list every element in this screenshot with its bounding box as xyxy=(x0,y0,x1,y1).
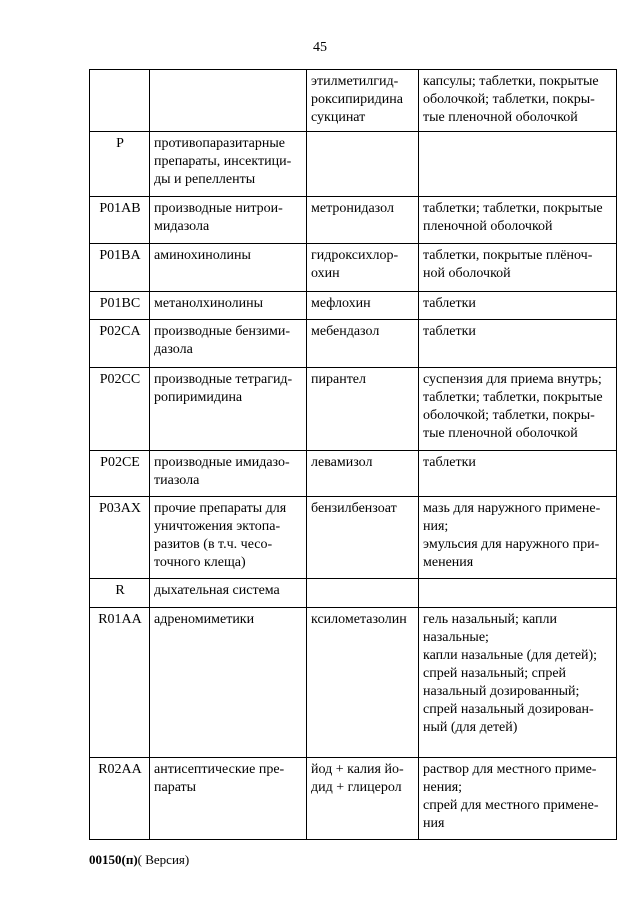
group-cell: производные нитрои- мидазола xyxy=(150,197,307,244)
group-cell: прочие препараты для уничтожения эктопа- разитов (в т.ч. чесо- точного клеща) xyxy=(150,497,307,579)
dosage-forms-cell: раствор для местного приме- нения; спрей для местного примене- ния xyxy=(419,758,617,840)
table-row xyxy=(90,451,617,497)
group-cell: противопаразитарные препараты, инсектици- ды и репелленты xyxy=(150,132,307,197)
dosage-forms-cell: гель назальный; капли назальные; капли назальные (для детей); спрей назальный; спрей назальный дозированный; спрей назальный дозирован- ный (для детей) xyxy=(419,608,617,758)
atc-code-cell: P01BC xyxy=(90,292,150,320)
atc-code-cell: P01AB xyxy=(90,197,150,244)
group-cell: дыхательная система xyxy=(150,579,307,608)
group-cell: метанолхинолины xyxy=(150,292,307,320)
table-row xyxy=(90,608,617,758)
table-row xyxy=(90,497,617,579)
dosage-forms-cell: таблетки xyxy=(419,292,617,320)
drug-name-cell: пирантел xyxy=(307,368,419,451)
dosage-forms-cell xyxy=(419,132,617,197)
group-cell: аминохинолины xyxy=(150,244,307,292)
table-row xyxy=(90,368,617,451)
atc-code-cell: R01AA xyxy=(90,608,150,758)
drug-name-cell: мебендазол xyxy=(307,320,419,368)
dosage-forms-cell: таблетки xyxy=(419,320,617,368)
atc-code-cell: P02CA xyxy=(90,320,150,368)
atc-code-cell: R xyxy=(90,579,150,608)
table-row xyxy=(90,320,617,368)
drug-name-cell: этилметилгид- роксипиридина сукцинат xyxy=(307,70,419,132)
drug-table xyxy=(89,69,617,840)
group-cell xyxy=(150,70,307,132)
table-row xyxy=(90,292,617,320)
dosage-forms-cell: капсулы; таблетки, покрытые оболочкой; таблетки, покры- тые пленочной оболочкой xyxy=(419,70,617,132)
table-row xyxy=(90,197,617,244)
dosage-forms-cell: суспензия для приема внутрь; таблетки; таблетки, покрытые оболочкой; таблетки, покры- тые пленочной оболочкой xyxy=(419,368,617,451)
table-row xyxy=(90,70,617,132)
drug-name-cell: мефлохин xyxy=(307,292,419,320)
drug-name-cell: бензилбензоат xyxy=(307,497,419,579)
version-label: ( Версия) xyxy=(137,852,190,867)
atc-code-cell: P xyxy=(90,132,150,197)
drug-name-cell xyxy=(307,132,419,197)
atc-code-cell: R02AA xyxy=(90,758,150,840)
atc-code-cell: P03AX xyxy=(90,497,150,579)
table-row xyxy=(90,132,617,197)
drug-name-cell: ксилометазолин xyxy=(307,608,419,758)
atc-code-cell: P01BA xyxy=(90,244,150,292)
dosage-forms-cell: таблетки; таблетки, покрытые пленочной оболочкой xyxy=(419,197,617,244)
atc-code-cell xyxy=(90,70,150,132)
table-row xyxy=(90,244,617,292)
group-cell: производные имидазо- тиазола xyxy=(150,451,307,497)
drug-name-cell: йод + калия йо- дид + глицерол xyxy=(307,758,419,840)
drug-name-cell: левамизол xyxy=(307,451,419,497)
group-cell: производные бензими- дазола xyxy=(150,320,307,368)
group-cell: антисептические пре- параты xyxy=(150,758,307,840)
page-number: 45 xyxy=(313,40,327,55)
atc-code-cell: P02CC xyxy=(90,368,150,451)
drug-name-cell: метронидазол xyxy=(307,197,419,244)
group-cell: адреномиметики xyxy=(150,608,307,758)
drug-name-cell: гидроксихлор- охин xyxy=(307,244,419,292)
dosage-forms-cell: мазь для наружного примене- ния; эмульсия для наружного при- менения xyxy=(419,497,617,579)
atc-code-cell: P02CE xyxy=(90,451,150,497)
document-id: 00150(п) xyxy=(89,852,138,867)
drug-name-cell xyxy=(307,579,419,608)
document-footer xyxy=(89,852,189,868)
dosage-forms-cell: таблетки xyxy=(419,451,617,497)
table-row xyxy=(90,758,617,840)
dosage-forms-cell: таблетки, покрытые плёноч- ной оболочкой xyxy=(419,244,617,292)
group-cell: производные тетрагид- ропиримидина xyxy=(150,368,307,451)
dosage-forms-cell xyxy=(419,579,617,608)
table-row xyxy=(90,579,617,608)
